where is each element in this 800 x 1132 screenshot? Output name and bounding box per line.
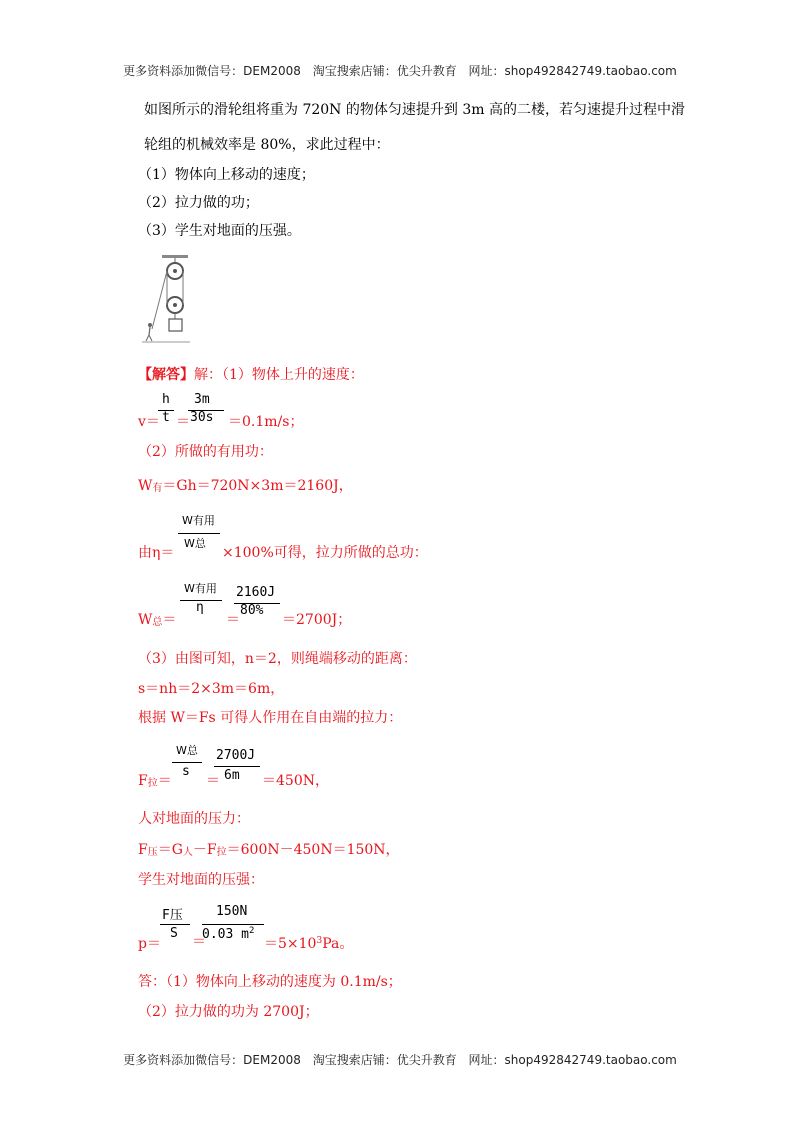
fp-frac1-num: W总 — [176, 744, 198, 757]
p-den-exp: 2 — [248, 926, 255, 936]
p-lhs: p＝ — [138, 936, 161, 952]
p-result — [264, 933, 353, 953]
wt-frac2-num: 2160J — [236, 585, 276, 600]
v-frac1-num: h — [162, 392, 170, 407]
fp-eq2: ＝ — [206, 773, 220, 789]
problem-line-2: 轮组的机械效率是 80%，求此过程中： — [144, 137, 390, 153]
question-2: （2）拉力做的功； — [138, 195, 259, 211]
wt-eq: ＝ — [162, 612, 177, 628]
p-frac1-den: S — [170, 926, 178, 941]
v-lhs: v＝ — [138, 414, 160, 430]
answer-2: （2）拉力做的功为 2700J； — [138, 1004, 319, 1020]
p-frac2-num: 150N — [216, 904, 248, 919]
fraction-bar — [178, 533, 220, 534]
p-result-base: ＝5×10 — [264, 936, 317, 952]
g-subscript: 人 — [182, 847, 193, 858]
f-symbol: F — [138, 842, 148, 858]
wt-frac2-den: 80% — [240, 603, 264, 618]
eta-den: W总 — [184, 537, 206, 550]
p-frac2-den — [202, 926, 254, 942]
page-footer — [0, 1051, 800, 1068]
wt-lhs — [138, 609, 176, 629]
pulley-figure — [140, 253, 200, 345]
question-3: （3）学生对地面的压强。 — [138, 223, 301, 239]
force-intro: 根据 W＝Fs 可得人作用在自由端的拉力： — [138, 710, 403, 726]
footer-wechat: 更多资料添加微信号：DEM2008 — [123, 1053, 301, 1067]
pressure-force-expr: ＝600N－450N＝150N， — [226, 842, 400, 858]
fraction-bar — [172, 762, 202, 763]
header-wechat: 更多资料添加微信号：DEM2008 — [123, 64, 301, 78]
pressure-force-line — [138, 839, 400, 859]
f-subscript: 压 — [147, 847, 158, 858]
p-result-unit: Pa。 — [322, 936, 354, 952]
p-den-base: 0.03 m — [202, 927, 249, 942]
fp-eq: ＝ — [157, 773, 172, 789]
part3-title: （3）由图可知，n＝2，则绳端移动的距离： — [138, 651, 417, 667]
p-frac1-num: F压 — [162, 908, 183, 923]
fraction-bar — [214, 766, 260, 767]
header-site: 网址：shop492842749.taobao.com — [468, 64, 677, 78]
eta-num: W有用 — [182, 514, 215, 527]
eta-rest: ×100%可得，拉力所做的总功： — [222, 545, 428, 561]
fp-frac1-den: s — [182, 764, 190, 779]
wt-result: ＝2700J； — [282, 612, 352, 628]
fp-lhs — [138, 770, 172, 790]
useful-work-expr: ＝Gh＝720N×3m＝2160J， — [162, 478, 353, 494]
w-subscript: 总 — [152, 617, 163, 628]
page-header — [0, 62, 800, 79]
fp-frac2-den: 6m — [224, 768, 240, 783]
p-result-exp: 3 — [316, 936, 323, 946]
wt-frac1-den: η — [196, 600, 204, 615]
g-part: ＝G — [157, 842, 183, 858]
v-frac2-num: 3m — [194, 392, 210, 407]
distance-line: s＝nh＝2×3m＝6m， — [138, 681, 285, 697]
problem-line-1: 如图所示的滑轮组将重为 720N 的物体匀速提升到 3m 高的二楼，若匀速提升过程中滑 — [144, 102, 685, 118]
w-symbol: W — [138, 612, 153, 628]
v-eq: ＝ — [176, 414, 190, 430]
wt-frac1-num: W有用 — [184, 582, 217, 595]
useful-work-line — [138, 475, 353, 495]
v-frac1-den: t — [162, 410, 170, 425]
pressure-force-intro: 人对地面的压力： — [138, 811, 250, 827]
solution-intro-text: 解：（1）物体上升的速度： — [194, 367, 364, 383]
fraction-bar — [160, 924, 190, 925]
solution-tag: 【解答】 — [138, 367, 194, 383]
f-subscript: 拉 — [216, 847, 227, 858]
fraction-bar — [202, 924, 264, 925]
minus-part: －F — [192, 842, 217, 858]
fp-result: ＝450N， — [262, 773, 329, 789]
v-frac2-den: 30s — [190, 410, 214, 425]
fp-frac2-num: 2700J — [216, 748, 256, 763]
w-symbol: W — [138, 478, 153, 494]
f-subscript: 拉 — [147, 778, 158, 789]
useful-work-title: （2）所做的有用功： — [138, 444, 273, 460]
header-shop: 淘宝搜索店铺：优尖升教育 — [312, 64, 457, 78]
f-symbol: F — [138, 773, 148, 789]
p-eq: ＝ — [192, 934, 206, 950]
v-result: ＝0.1m/s； — [228, 414, 304, 430]
solution-intro — [138, 364, 364, 384]
wt-eq2: ＝ — [226, 612, 240, 628]
footer-site: 网址：shop492842749.taobao.com — [468, 1053, 677, 1067]
footer-shop: 淘宝搜索店铺：优尖升教育 — [312, 1053, 457, 1067]
w-subscript: 有 — [152, 483, 163, 494]
question-1: （1）物体向上移动的速度； — [138, 167, 315, 183]
answer-1: 答：（1）物体向上移动的速度为 0.1m/s； — [138, 974, 402, 990]
pressure-intro: 学生对地面的压强： — [138, 872, 264, 888]
eta-prefix: 由η＝ — [138, 545, 175, 561]
